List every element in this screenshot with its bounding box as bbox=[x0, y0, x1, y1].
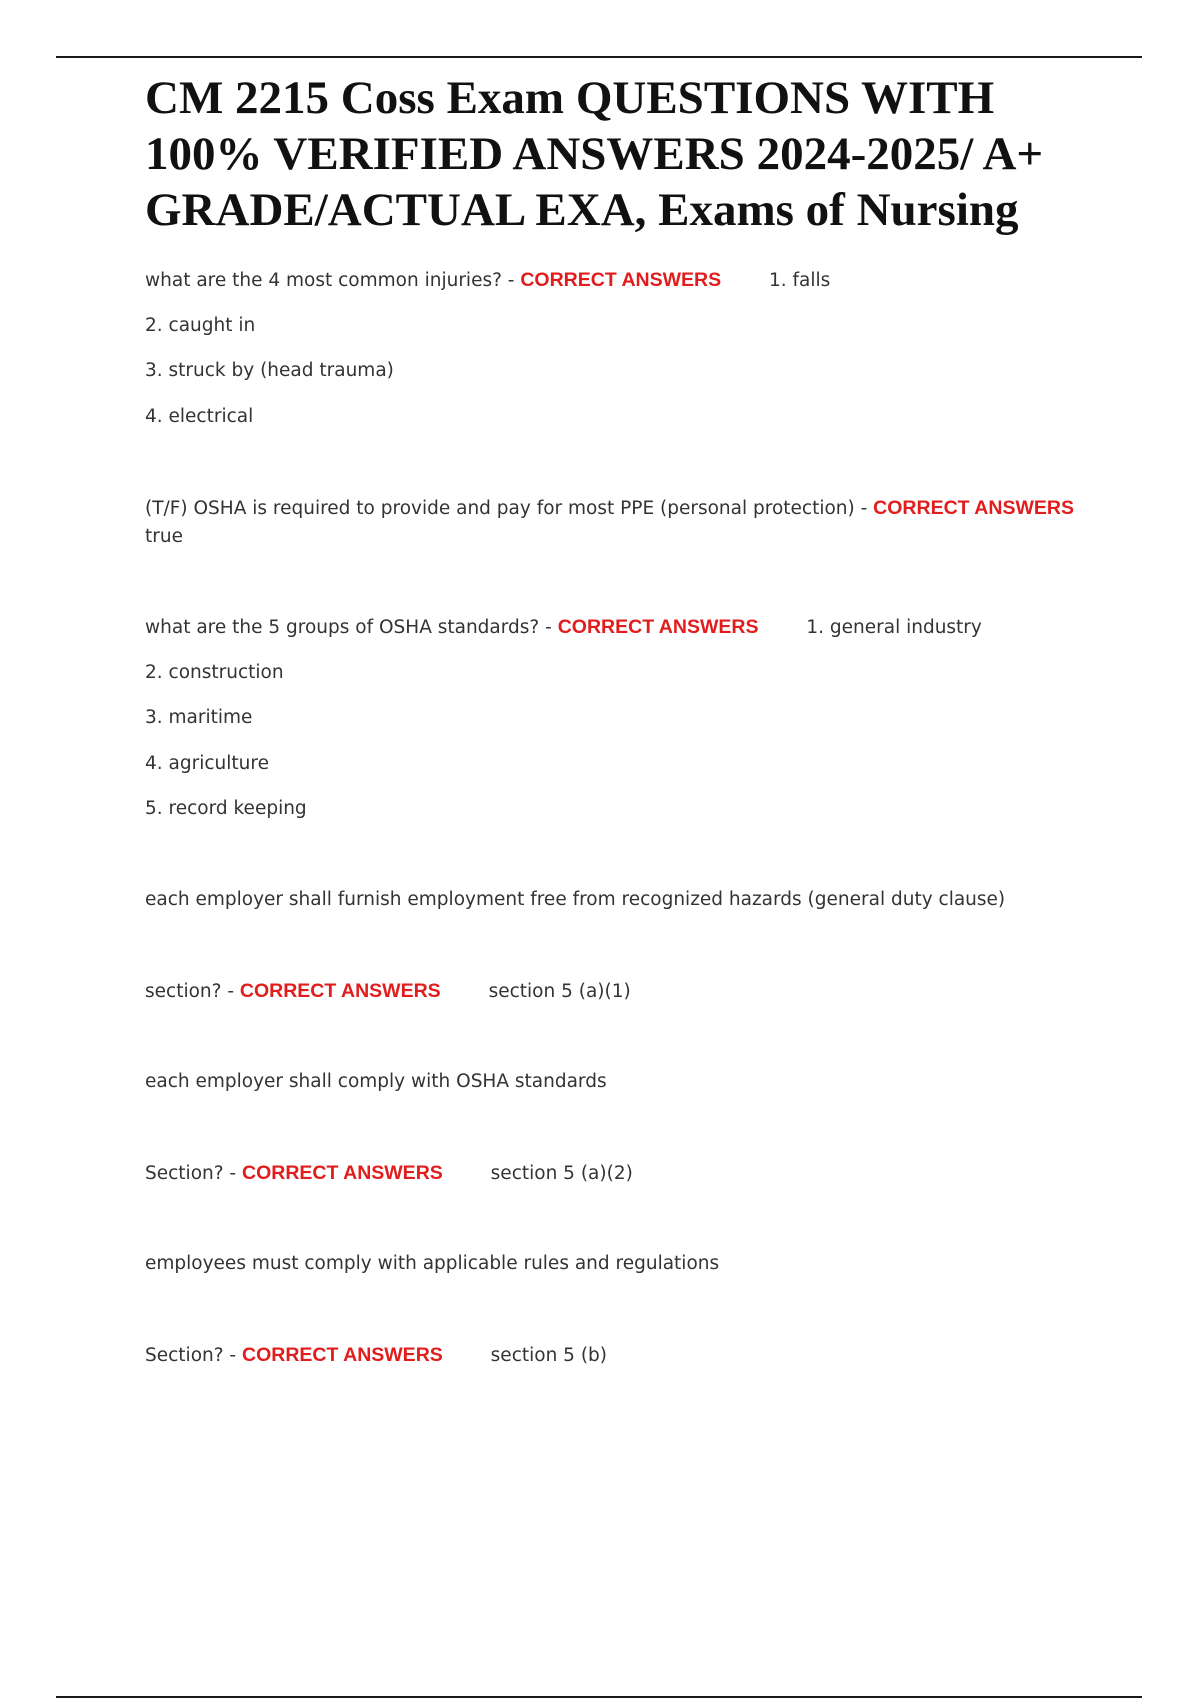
answer-line: 2. caught in bbox=[145, 315, 256, 336]
question-line bbox=[145, 268, 830, 293]
correct-answers-label: CORRECT ANSWERS bbox=[242, 1344, 443, 1366]
correct-answers-label: CORRECT ANSWERS bbox=[520, 269, 722, 291]
question-text: (T/F) OSHA is required to provide and pay for most PPE (personal protection) - bbox=[145, 498, 874, 519]
answer-line: 4. agriculture bbox=[145, 753, 269, 774]
correct-answers-label: CORRECT ANSWERS bbox=[873, 497, 1074, 519]
answer-line: 2. construction bbox=[145, 662, 284, 683]
question-line bbox=[145, 1161, 633, 1186]
correct-answers-label: CORRECT ANSWERS bbox=[242, 1162, 443, 1184]
question-line bbox=[145, 615, 982, 640]
answer-text: true bbox=[145, 526, 183, 547]
answer-text: 1. falls bbox=[769, 270, 831, 291]
page-content bbox=[145, 70, 1105, 238]
bottom-rule bbox=[56, 1696, 1142, 1698]
question-line bbox=[145, 1343, 607, 1368]
prompt-text: each employer shall furnish employment free from recognized hazards (general duty clause) bbox=[145, 889, 1006, 910]
question-text: Section? - bbox=[145, 1163, 242, 1184]
question-text: what are the 4 most common injuries? - bbox=[145, 270, 521, 291]
correct-answers-label: CORRECT ANSWERS bbox=[557, 616, 759, 638]
answer-line: 4. electrical bbox=[145, 406, 254, 427]
answer-line: 3. maritime bbox=[145, 707, 253, 728]
answer-line: 3. struck by (head trauma) bbox=[145, 360, 394, 381]
correct-answers-label: CORRECT ANSWERS bbox=[239, 980, 441, 1002]
answer-text: section 5 (a)(2) bbox=[490, 1163, 633, 1184]
question-text: section? - bbox=[145, 981, 240, 1002]
question-line bbox=[145, 494, 1105, 551]
answer-line: 5. record keeping bbox=[145, 798, 307, 819]
question-text: what are the 5 groups of OSHA standards? - bbox=[145, 617, 558, 638]
answer-text: 1. general industry bbox=[806, 617, 982, 638]
page-title: CM 2215 Coss Exam QUESTIONS WITH 100% VERIFIED ANSWERS 2024-2025/ A+ GRADE/ACTUAL EXA, Exams of Nursing bbox=[145, 72, 1044, 236]
answer-text: section 5 (a)(1) bbox=[488, 981, 631, 1002]
question-line bbox=[145, 979, 631, 1004]
prompt-text: each employer shall comply with OSHA standards bbox=[145, 1071, 607, 1092]
answer-text: section 5 (b) bbox=[490, 1345, 608, 1366]
question-text: Section? - bbox=[145, 1345, 242, 1366]
top-rule bbox=[56, 56, 1142, 58]
prompt-text: employees must comply with applicable rules and regulations bbox=[145, 1253, 720, 1274]
